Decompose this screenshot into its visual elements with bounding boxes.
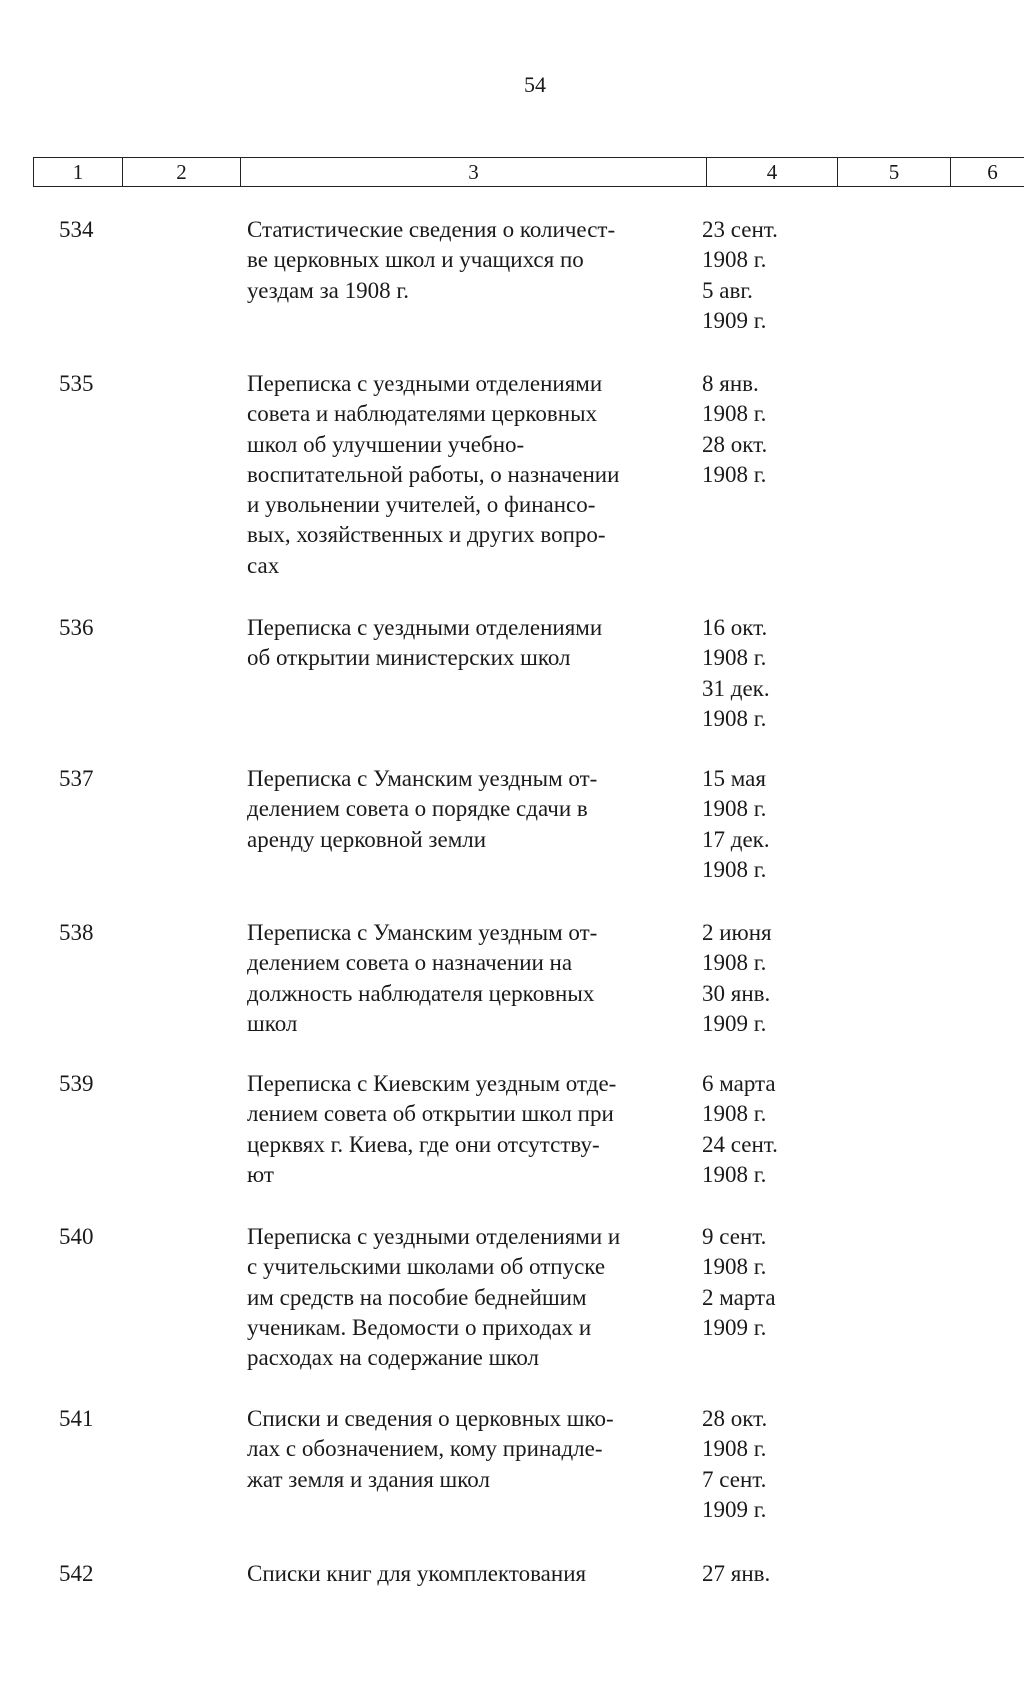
entry-description: [247, 1222, 697, 1373]
date-line: 1908 г.: [702, 461, 767, 487]
description-line: вых, хозяйственных и других вопро-: [247, 522, 606, 548]
description-line: и увольнении учителей, о финансо-: [247, 492, 596, 518]
date-line: 2 марта: [702, 1284, 776, 1310]
entry-dates: [702, 613, 770, 734]
entry-description: [247, 1069, 697, 1190]
date-line: 27 янв.: [702, 1561, 771, 1586]
description-line: делением совета о назначении на: [247, 950, 573, 976]
column-header-row: [33, 157, 1024, 187]
description-line: расходах на содержание школ: [247, 1345, 540, 1371]
date-line: 7 сент.: [702, 1466, 767, 1492]
description-line: должность наблюдателя церковных: [247, 980, 595, 1006]
description-line: Списки и сведения о церковных шко-: [247, 1406, 614, 1431]
date-line: 5 авг.: [702, 277, 753, 303]
entry-number: 534: [59, 217, 94, 242]
date-line: 1908 г.: [702, 796, 767, 822]
description-line: им средств на пособие беднейшим: [247, 1284, 587, 1310]
entry-description: [247, 369, 697, 581]
date-line: 16 окт.: [702, 615, 768, 640]
entry-dates: [702, 1559, 770, 1589]
date-line: 28 окт.: [702, 431, 768, 457]
date-line: 15 мая: [702, 766, 766, 791]
date-line: 1909 г.: [702, 307, 767, 333]
entry-dates: [702, 918, 772, 1039]
description-line: Переписка с уездными отделениями и: [247, 1224, 621, 1249]
date-line: 1909 г.: [702, 1314, 767, 1340]
date-line: 23 сент.: [702, 217, 778, 242]
description-line: аренду церковной земли: [247, 826, 487, 852]
column-header: 4: [707, 158, 838, 186]
date-line: 31 дек.: [702, 675, 770, 701]
description-line: Переписка с уездными отделениями: [247, 371, 603, 396]
description-line: Переписка с Киевским уездным отде-: [247, 1071, 617, 1096]
description-line: лением совета об открытии школ при: [247, 1101, 614, 1127]
entry-number: 539: [59, 1071, 94, 1096]
date-line: 1908 г.: [702, 247, 767, 273]
column-header: 6: [987, 160, 998, 184]
page-number: 54: [524, 72, 546, 97]
date-line: 30 янв.: [702, 980, 771, 1006]
date-line: 1908 г.: [702, 1436, 767, 1462]
entry-number: 535: [59, 371, 94, 396]
column-header: 2: [123, 158, 241, 186]
description-line: школ об улучшении учебно-: [247, 431, 525, 457]
entry-number: 542: [59, 1561, 94, 1586]
column-header: 1: [34, 158, 123, 186]
entry-dates: [702, 764, 770, 885]
description-line: воспитательной работы, о назначении: [247, 461, 620, 487]
date-line: 8 янв.: [702, 371, 759, 396]
description-line: Списки книг для укомплектования: [247, 1561, 587, 1586]
entry-dates: [702, 1069, 778, 1190]
date-line: 1908 г.: [702, 1161, 767, 1187]
description-line: лах с обозначением, кому принадле-: [247, 1436, 603, 1462]
description-line: Переписка с уездными отделениями: [247, 615, 603, 640]
date-line: 1909 г.: [702, 1010, 767, 1036]
date-line: 1908 г.: [702, 856, 767, 882]
description-line: ве церковных школ и учащихся по: [247, 247, 584, 273]
description-line: Статистические сведения о количест-: [247, 217, 616, 242]
description-line: Переписка с Уманским уездным от-: [247, 766, 598, 791]
entry-number: 536: [59, 615, 94, 640]
description-line: Переписка с Уманским уездным от-: [247, 920, 598, 945]
description-line: ют: [247, 1161, 274, 1187]
description-line: жат земля и здания школ: [247, 1466, 490, 1492]
entry-dates: [702, 1222, 776, 1343]
entry-dates: [702, 369, 767, 490]
date-line: 1908 г.: [702, 705, 767, 731]
date-line: 1908 г.: [702, 401, 767, 427]
description-line: совета и наблюдателями церковных: [247, 401, 598, 427]
entry-description: [247, 1559, 697, 1589]
entry-dates: [702, 215, 778, 336]
entry-number: 538: [59, 920, 94, 945]
description-line: сах: [247, 552, 280, 578]
date-line: 2 июня: [702, 920, 772, 945]
description-line: уездам за 1908 г.: [247, 277, 409, 303]
entry-description: [247, 764, 697, 855]
column-header: 3: [241, 158, 707, 186]
entry-number: 541: [59, 1406, 94, 1431]
description-line: церквях г. Киева, где они отсутству-: [247, 1131, 600, 1157]
date-line: 1908 г.: [702, 645, 767, 671]
date-line: 1908 г.: [702, 950, 767, 976]
entry-dates: [702, 1404, 767, 1525]
description-line: с учительскими школами об отпуске: [247, 1254, 606, 1280]
column-header: 5: [838, 158, 951, 186]
date-line: 24 сент.: [702, 1131, 778, 1157]
description-line: ученикам. Ведомости о приходах и: [247, 1314, 592, 1340]
entry-number: 537: [59, 766, 94, 791]
entry-description: [247, 1404, 697, 1495]
entry-description: [247, 215, 697, 306]
description-line: школ: [247, 1010, 298, 1036]
entry-number: 540: [59, 1224, 94, 1249]
date-line: 28 окт.: [702, 1406, 768, 1431]
description-line: об открытии министерских школ: [247, 645, 571, 671]
date-line: 9 сент.: [702, 1224, 767, 1249]
date-line: 1909 г.: [702, 1496, 767, 1522]
entry-description: [247, 918, 697, 1039]
description-line: делением совета о порядке сдачи в: [247, 796, 588, 822]
date-line: 17 дек.: [702, 826, 770, 852]
date-line: 1908 г.: [702, 1254, 767, 1280]
date-line: 1908 г.: [702, 1101, 767, 1127]
date-line: 6 марта: [702, 1071, 776, 1096]
entry-description: [247, 613, 697, 674]
